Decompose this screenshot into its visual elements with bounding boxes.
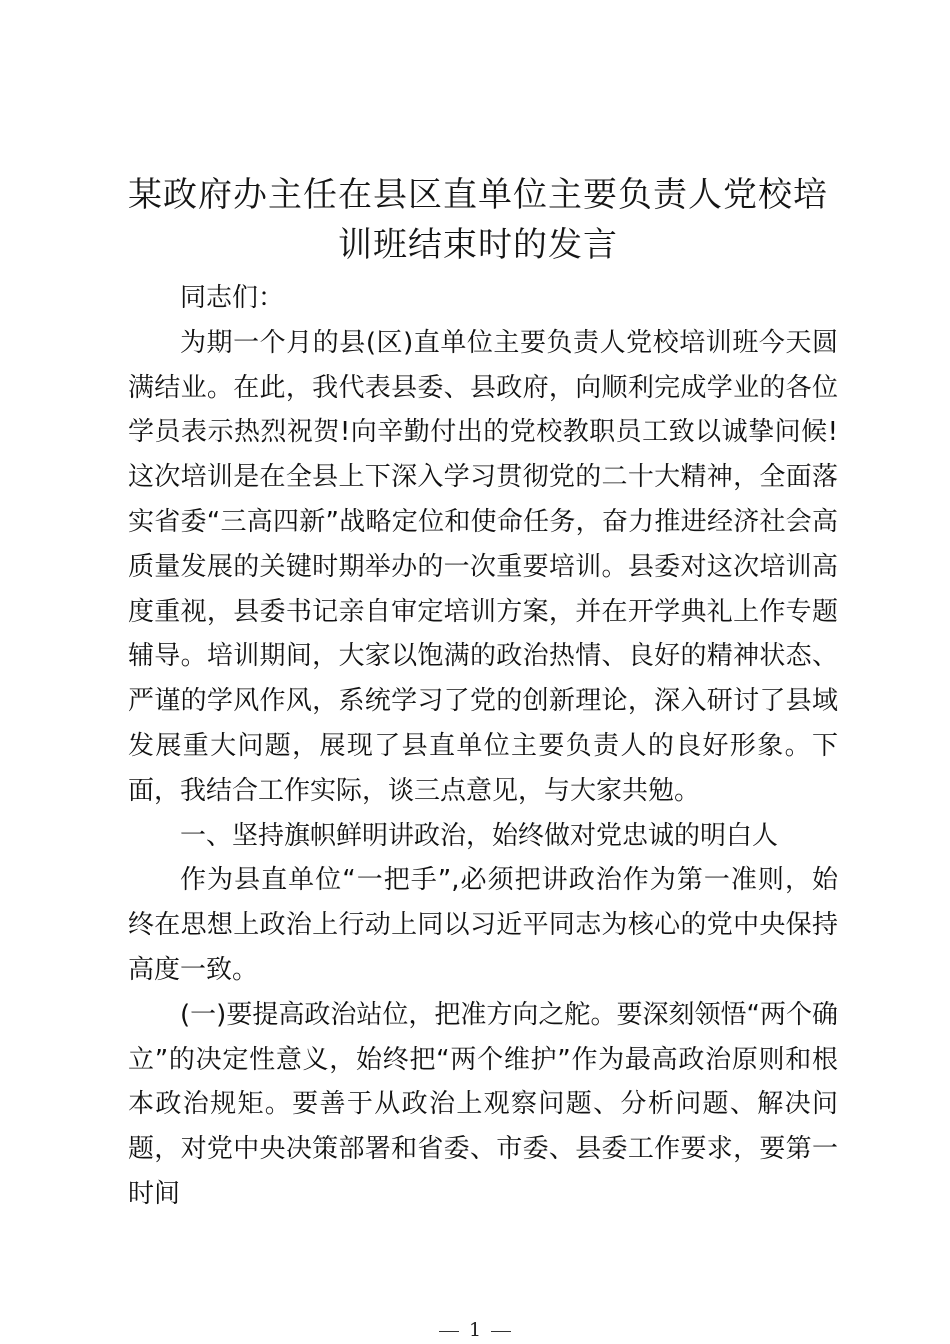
footer-dash-right [491, 1331, 511, 1332]
section-intro-paragraph: 作为县直单位“一把手”,必须把讲政治作为第一准则，始终在思想上政治上行动上同以习近平同志为核心的党中央保持高度一致。 [128, 865, 838, 985]
page-footer [0, 1318, 950, 1342]
document-body [128, 276, 838, 1217]
subsection-paragraph: (一)要提高政治站位，把准方向之舵。要深刻领悟“两个确立”的决定性意义，始终把“两个维护”作为最高政治原则和根本政治规矩。要善于从政治上观察问题、分析问题、解决问题，对党中央决策部署和省委、市委、县委工作要求，要第一时间 [128, 999, 838, 1209]
document-title: 某政府办主任在县区直单位主要负责人党校培训班结束时的发言 [128, 175, 828, 265]
footer-dash-left [439, 1331, 459, 1332]
section-heading: 一、坚持旗帜鲜明讲政治，始终做对党忠诚的明白人 [180, 820, 779, 851]
page-number: 1 [468, 1319, 482, 1341]
salutation: 同志们： [180, 283, 285, 313]
opening-paragraph: 为期一个月的县(区)直单位主要负责人党校培训班今天圆满结业。在此，我代表县委、县政府，向顺利完成学业的各位学员表示热烈祝贺!向辛勤付出的党校教职员工致以诚挚问候!这次培训是在全县上下深入学习贯彻党的二十大精神，全面落实省委“三高四新”战略定位和使命任务，奋力推进经济社会高质量发展的关键时期举办的一次重要培训。县委对这次培训高度重视，县委书记亲自审定培训方案，并在开学典礼上作专题辅导。培训期间，大家以饱满的政治热情、良好的精神状态、严谨的学风作风，系统学习了党的创新理论，深入研讨了县域发展重大问题，展现了县直单位主要负责人的良好形象。下面，我结合工作实际，谈三点意见，与大家共勉。 [128, 327, 838, 806]
